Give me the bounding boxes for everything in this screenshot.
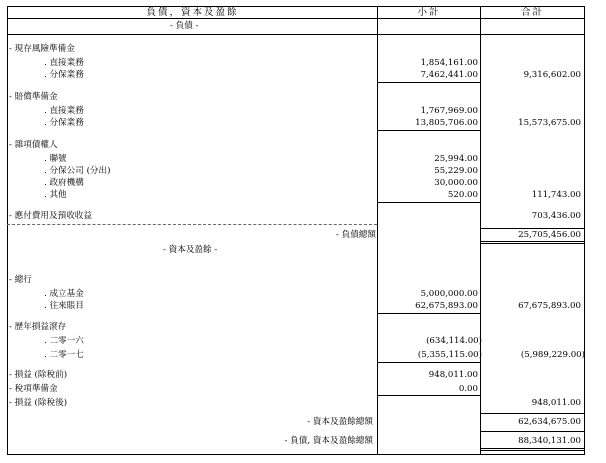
- row-subtotal: 948,011.00: [428, 370, 478, 380]
- total-rule-bottom: [480, 241, 584, 242]
- subtotal-rule: [377, 313, 481, 314]
- row-subtotal: 55,229.00: [434, 166, 478, 176]
- row-label: . 分保公司 (分出): [44, 166, 111, 176]
- dotted-rule: [7, 224, 377, 225]
- liabilities-total-value: 25,705,456.00: [518, 230, 581, 240]
- row-label: . 二零一七: [44, 350, 84, 360]
- subtotal-rule: [377, 362, 481, 363]
- row-total: 703,436.00: [531, 211, 581, 221]
- row-label: - 歷年損益滾存: [9, 322, 67, 332]
- header-bottom-rule: [7, 18, 585, 19]
- row-label: - 賠償準備金: [9, 92, 58, 102]
- grand-total-value: 88,340,131.00: [518, 436, 581, 446]
- row-subtotal: 1,854,161.00: [420, 58, 478, 68]
- row-subtotal: 520.00: [447, 190, 478, 200]
- equity-total-label: - 資本及盈餘總額: [307, 417, 373, 427]
- row-subtotal: 30,000.00: [434, 178, 478, 188]
- header-subtotal: 小計: [377, 6, 481, 18]
- bottom-border: [7, 454, 585, 455]
- section-title-liabilities: - 負債 -: [170, 21, 199, 31]
- left-border: [7, 18, 8, 455]
- row-label: - 現存風險準備金: [9, 44, 75, 54]
- row-total: (5,989,229.00): [520, 350, 585, 360]
- row-total: 9,316,602.00: [523, 70, 581, 80]
- row-label: - 稅項準備金: [9, 384, 58, 394]
- row-label: - 總行: [9, 275, 32, 285]
- row-label: . 成立基金: [44, 289, 84, 299]
- row-label: . 政府機構: [44, 178, 84, 188]
- grand-total-rule-top: [480, 431, 584, 432]
- row-label: - 損益 (除稅後): [9, 398, 68, 408]
- grand-total-rule-double: [480, 450, 584, 451]
- section-rule: [7, 34, 585, 35]
- row-subtotal: 7,462,441.00: [420, 70, 478, 80]
- section-title-equity: - 資本及盈餘 -: [163, 245, 218, 255]
- row-subtotal: 13,805,706.00: [415, 118, 478, 128]
- col-divider-2: [480, 18, 481, 455]
- row-total: 15,573,675.00: [518, 118, 581, 128]
- row-label: . 直接業務: [44, 106, 84, 116]
- row-subtotal: 5,000,000.00: [420, 289, 478, 299]
- row-label: . 分保業務: [44, 118, 84, 128]
- row-label: - 雜項債權人: [9, 140, 58, 150]
- row-subtotal: (634,114.00): [426, 336, 482, 346]
- grand-total-label: - 負債, 資本及盈餘總額: [284, 436, 373, 446]
- subtotal-rule: [377, 130, 481, 131]
- row-total: 111,743.00: [531, 190, 581, 200]
- header-total: 合計: [480, 6, 585, 18]
- row-subtotal: 1,767,969.00: [420, 106, 478, 116]
- header-description: 負債，資本及盈餘: [7, 6, 378, 18]
- row-label: . 其他: [44, 190, 67, 200]
- row-label: . 二零一六: [44, 336, 84, 346]
- subtotal-rule: [377, 82, 481, 83]
- row-total: 948,011.00: [531, 398, 581, 408]
- row-label: . 分保業務: [44, 70, 84, 80]
- row-label: . 直接業務: [44, 58, 84, 68]
- row-subtotal: (5,355,115.00): [417, 350, 482, 360]
- row-label: . 往來賬目: [44, 301, 84, 311]
- total-rule-top: [480, 413, 584, 414]
- right-border: [584, 18, 585, 455]
- row-subtotal: 0.00: [458, 384, 478, 394]
- total-rule-double: [480, 243, 584, 244]
- total-rule-top: [480, 228, 584, 229]
- row-label: - 損益 (除稅前): [9, 370, 68, 380]
- row-label: - 應付費用及預收收益: [9, 211, 92, 221]
- subtotal-rule: [377, 395, 481, 396]
- liabilities-total-label: - 負債總額: [335, 230, 376, 240]
- subtotal-rule: [377, 202, 481, 203]
- col-divider-1: [377, 18, 378, 455]
- grand-total-rule-bottom: [480, 448, 584, 449]
- equity-total-value: 62,634,675.00: [518, 417, 581, 427]
- row-label: . 聯號: [44, 154, 67, 164]
- row-subtotal: 62,675,893.00: [415, 301, 478, 311]
- row-total: 67,675,893.00: [518, 301, 581, 311]
- row-subtotal: 25,994.00: [434, 154, 478, 164]
